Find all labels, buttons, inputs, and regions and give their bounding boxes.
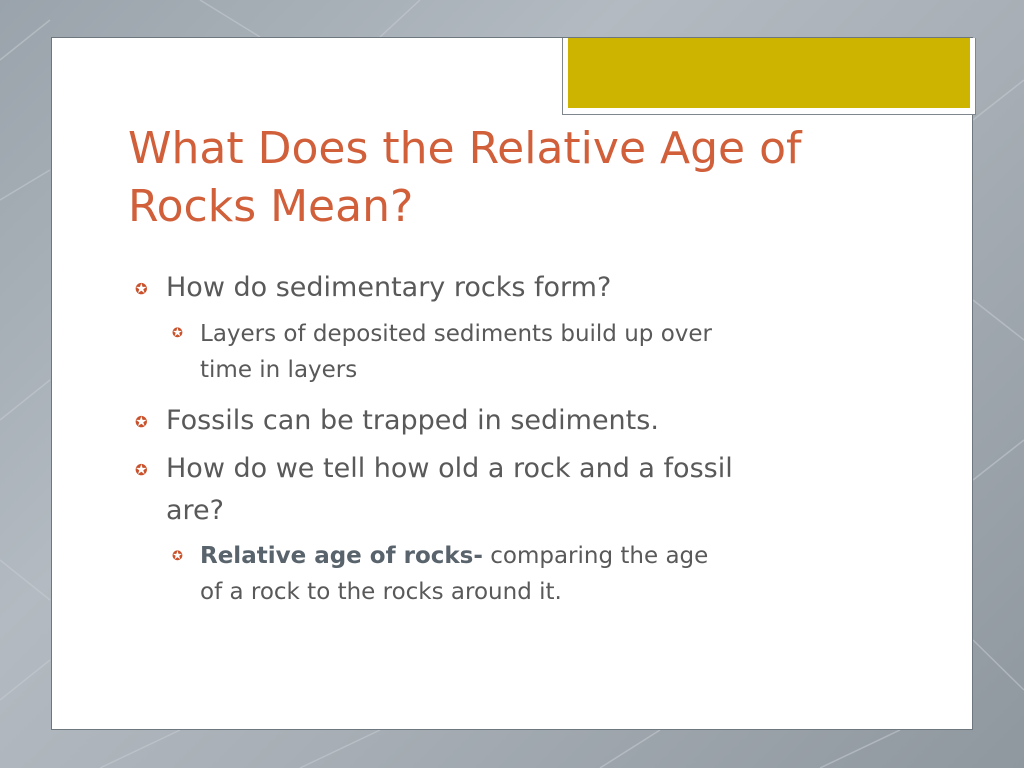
slide-title — [128, 120, 908, 236]
definition-term: Relative age of rocks- — [200, 543, 483, 569]
bullet-item-2: Fossils can be trapped in sediments. — [166, 405, 659, 436]
title-line-2: Rocks Mean? — [128, 181, 414, 232]
sub-bullet-item-2: Relative age of rocks- comparing the age of a rock to the rocks around it. — [200, 543, 709, 605]
accent-frame — [562, 38, 976, 115]
bullet-item-3: How do we tell how old a rock and a fossil are? — [166, 453, 733, 526]
bullet-item-1: How do sedimentary rocks form? — [166, 272, 612, 303]
sub-bullet-icon: ✪ — [172, 549, 183, 564]
sub-bullet-icon: ✪ — [172, 326, 183, 341]
bullet-icon: ✪ — [135, 280, 148, 298]
bullet-icon: ✪ — [135, 461, 148, 479]
title-line-1: What Does the Relative Age of — [128, 123, 802, 174]
bullet-icon: ✪ — [135, 413, 148, 431]
accent-block — [568, 38, 970, 108]
sub-bullet-item-1: Layers of deposited sediments build up over time in layers — [200, 321, 712, 383]
